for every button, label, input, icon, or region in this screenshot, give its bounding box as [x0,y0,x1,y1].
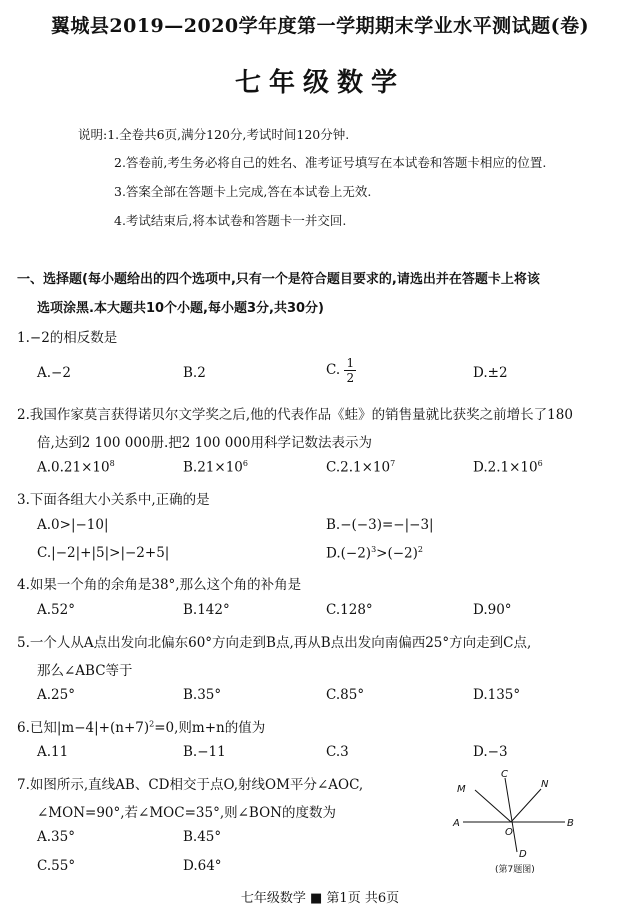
q3-option-d: $D.(-2)^3>(-2)^2$ [326,545,424,562]
label-c: C [501,769,508,780]
q4-option-a: A.52° [37,602,75,618]
q5-option-c: C.85° [326,687,365,703]
q2-option-b: $B.21\times 10^6$ [183,459,248,476]
q2-option-a: $A.0.21\times 10^8$ [37,459,115,476]
q1-option-c-prefix: C. [326,362,341,378]
q6-stem: 6.已知$|m-4|+(n+7)^2=0$,则m+n的值为 [17,719,266,736]
section-heading-line1: 一、选择题(每小题给出的四个选项中,只有一个是符合题目要求的,请选出并在答题卡上将该 [17,272,540,287]
q1-option-c [326,357,356,384]
q3-stem: 3.下面各组大小关系中,正确的是 [17,492,210,508]
q5-option-d: D.135° [473,687,521,703]
q6-option-b: B.−11 [183,744,226,760]
q4-option-d: D.90° [473,602,512,618]
label-d: D [519,849,527,860]
q1-option-a: A.−2 [37,365,71,381]
label-b: B [567,818,574,829]
label-o: O [505,827,513,838]
q2-stem-line1: 2.我国作家莫言获得诺贝尔文学奖之后,他的代表作品《蛙》的销售量就比获奖之前增长了180 [17,407,573,423]
note-2: 2.答卷前,考生务必将自己的姓名、准考证号填写在本试卷和答题卡相应的位置. [114,155,547,170]
exam-header: 翼城县2019—2020学年度第一学期期末学业水平测试题(卷) [50,15,590,37]
q6-option-d: D.−3 [473,744,508,760]
q7-option-b: B.45° [183,829,222,845]
fraction [344,357,356,384]
ray-on [511,789,541,822]
q4-option-c: C.128° [326,602,373,618]
q5-option-b: B.35° [183,687,222,703]
fraction-numerator: 1 [346,356,355,370]
q6-option-c: C.3 [326,744,349,760]
q7-option-d: D.64° [183,858,222,874]
figure-caption: (第7题图) [495,865,535,875]
section-heading-line2: 选项涂黑.本大题共10个小题,每小题3分,共30分) [37,301,324,316]
q4-option-b: B.142° [183,602,230,618]
q7-stem-line2: ∠MON=90°,若∠MOC=35°,则∠BON的度数为 [37,805,336,821]
label-a: A [453,818,460,829]
note-1: 说明:1.全卷共6页,满分120分,考试时间120分钟. [78,127,350,142]
q1-option-d: D.±2 [473,365,508,381]
q5-stem-line2: 那么∠ABC等于 [37,663,133,679]
q1-stem: 1.−2的相反数是 [17,330,118,346]
page-footer: 七年级数学 ■ 第1页 共6页 [240,891,400,906]
q2-stem-line2: 倍,达到2 100 000册.把2 100 000用科学记数法表示为 [37,435,372,451]
subject-title: 七年级数学 [234,68,405,98]
q2-option-c: $C.2.1\times 10^7$ [326,459,396,476]
label-n: N [541,779,549,790]
q7-figure [445,765,595,880]
q3-option-a: A.0>|−10| [37,517,109,533]
q3-option-c: C.|−2|+|5|>|−2+5| [37,545,170,561]
q4-stem: 4.如果一个角的余角是38°,那么这个角的补角是 [17,577,302,593]
ray-om [475,790,511,822]
q5-stem-line1: 5.一个人从A点出发向北偏东60°方向走到B点,再从B点出发向南偏西25°方向走到C点, [17,635,532,651]
note-3: 3.答案全部在答题卡上完成,答在本试卷上无效. [114,184,372,199]
q1-option-b: B.2 [183,365,206,381]
q5-option-a: A.25° [37,687,75,703]
q2-option-d: $D.2.1\times 10^6$ [473,459,543,476]
note-4: 4.考试结束后,将本试卷和答题卡一并交回. [114,213,347,228]
q7-option-a: A.35° [37,829,75,845]
q7-stem-line1: 7.如图所示,直线AB、CD相交于点O,射线OM平分∠AOC, [17,777,364,793]
fraction-denominator: 2 [346,371,355,385]
q6-option-a: A.11 [37,744,69,760]
label-m: M [457,784,466,795]
line-cd [505,778,517,852]
q7-option-c: C.55° [37,858,76,874]
q3-option-b: B.−(−3)=−|−3| [326,517,434,533]
